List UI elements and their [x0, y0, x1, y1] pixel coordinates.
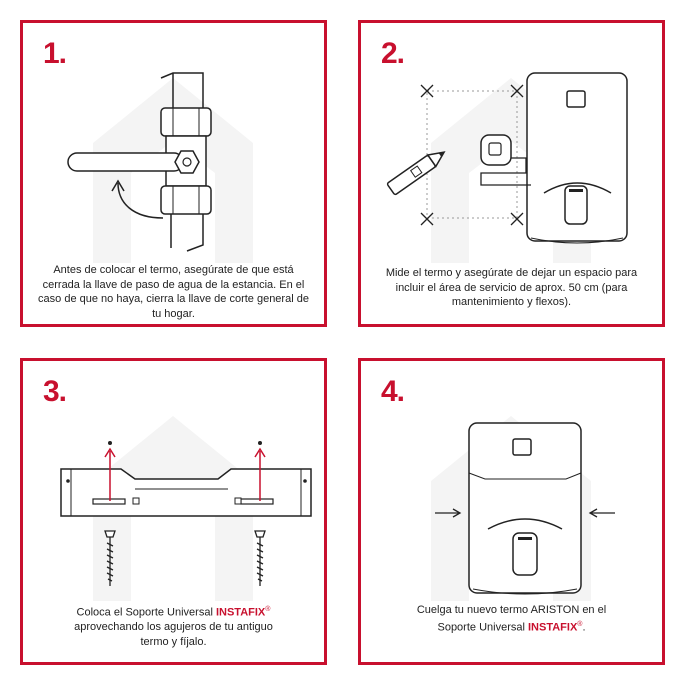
step-caption: Antes de colocar el termo, asegúrate de que está cerrada la llave de paso de agua de la estancia. En el caso de que no haya, cierra la llave de corte general de tu hogar.: [38, 264, 309, 320]
step-3-panel: [20, 358, 327, 665]
step-number: 3.: [43, 375, 67, 408]
caption-text: aprovechando los agujeros de tu antiguo termo y fíjalo.: [74, 621, 273, 648]
step-4-panel: [358, 358, 665, 665]
step-caption: [61, 603, 286, 649]
brand-name: INSTAFIX: [215, 606, 266, 619]
registered-mark: ®: [265, 606, 271, 613]
caption-text: Coloca el Soporte Universal: [76, 606, 213, 619]
caption-text: Cuelga tu nuevo termo ARISTON en el Soporte Universal: [416, 604, 607, 634]
step-1-panel: [20, 20, 327, 327]
registered-mark: ®: [577, 620, 583, 628]
step-number: 2.: [381, 37, 405, 70]
step-2-panel: [358, 20, 665, 327]
step-number: 1.: [43, 37, 67, 70]
step-caption: Mide el termo y asegúrate de dejar un espacio para incluir el área de servicio de aprox. 50 cm (para mantenimiento y flexos).: [385, 267, 638, 308]
step-number: 4.: [381, 375, 405, 408]
brand-name: INSTAFIX: [527, 621, 578, 634]
caption-text: .: [582, 621, 586, 634]
step-caption: [416, 603, 607, 635]
